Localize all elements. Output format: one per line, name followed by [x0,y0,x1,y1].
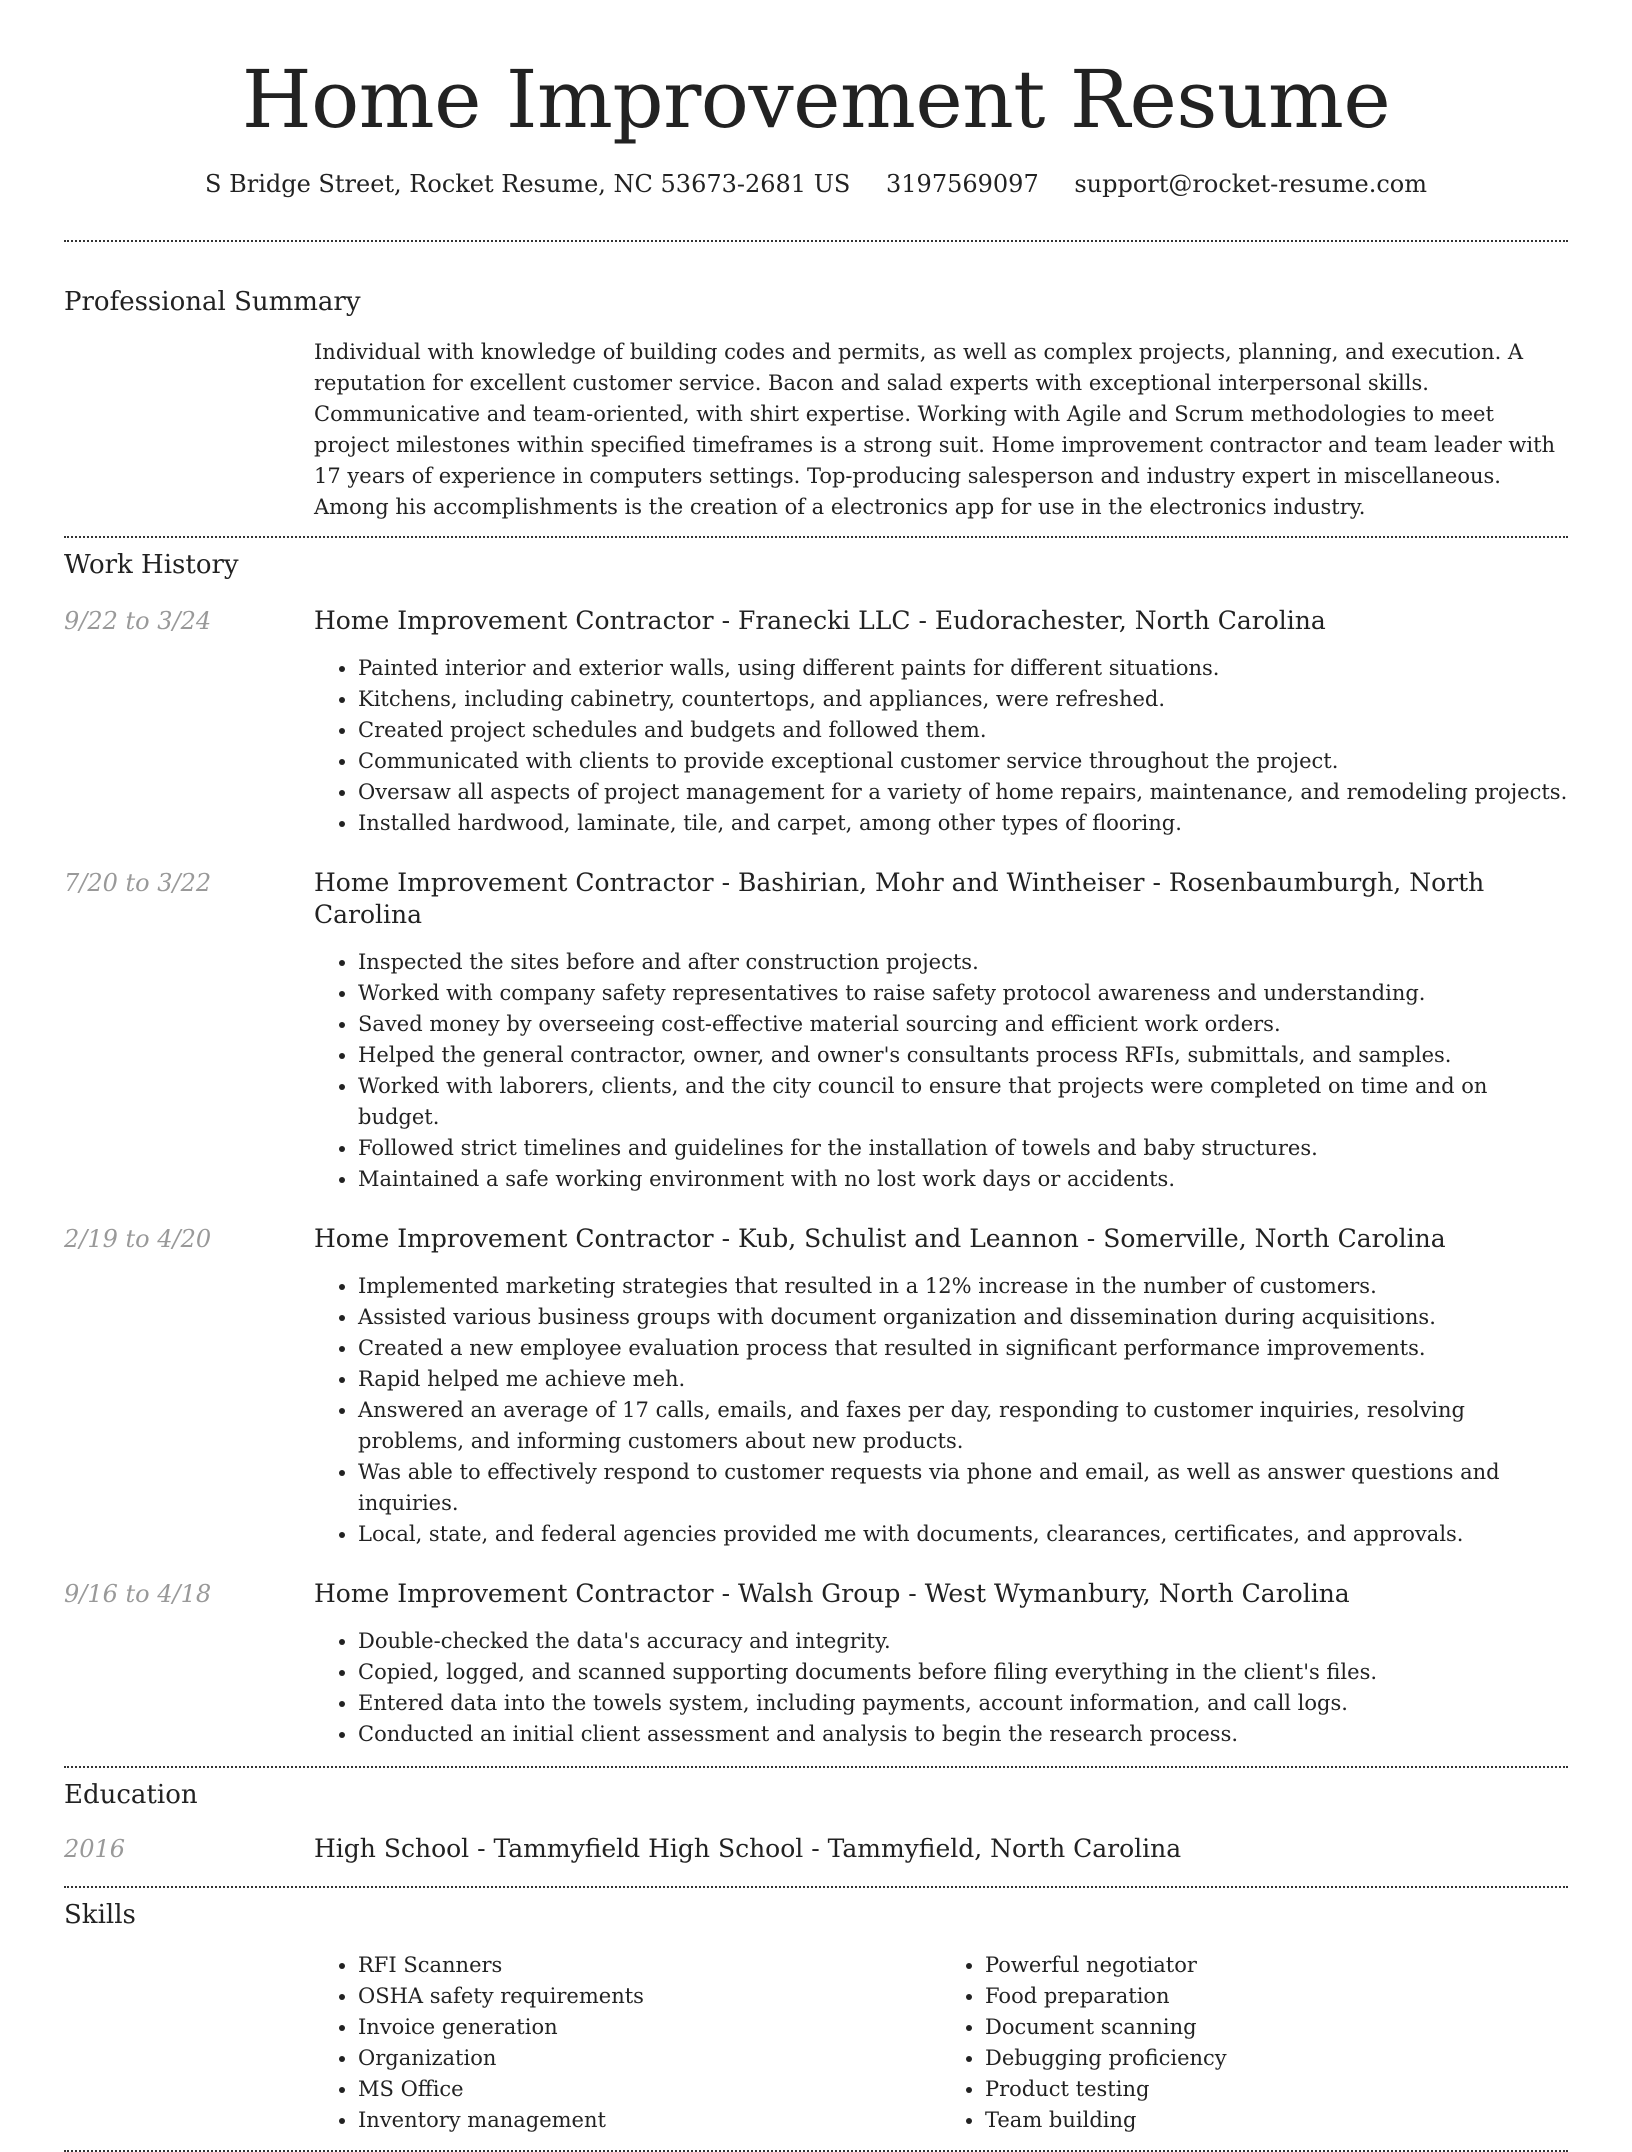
job-entry [64,1578,1568,1750]
list-item: • Painted interior and exterior walls, using different paints for different situations. [358,653,1568,684]
section-heading-summary: Professional Summary [64,287,361,317]
skill-item: • Powerful negotiator [985,1950,1568,1981]
skill-item: • Debugging proficiency [985,2043,1568,2074]
skill-item: • Inventory management [358,2105,941,2136]
resume-title: Home Improvement Resume [241,53,1391,146]
skills-column-left [314,1950,941,2136]
section-heading-work: Work History [64,550,239,580]
skill-item: • MS Office [358,2074,941,2105]
list-item: • Oversaw all aspects of project management for a variety of home repairs, maintenance, and remodeling projects. [358,777,1568,808]
skill-item: • Product testing [985,2074,1568,2105]
list-item: • Created project schedules and budgets and followed them. [358,715,1568,746]
list-item: • Inspected the sites before and after construction projects. [358,947,1568,978]
job-dates: 7/20 to 3/22 [64,869,212,897]
education-title: High School - Tammyfield High School - Tammyfield, North Carolina [314,1834,1182,1863]
job-title: Home Improvement Contractor - Kub, Schulist and Leannon - Somerville, North Carolina [314,1224,1446,1253]
list-item: • Was able to effectively respond to customer requests via phone and email, as well as answer questions and inquiries. [358,1457,1568,1519]
list-item: • Created a new employee evaluation process that resulted in significant performance improvements. [358,1333,1568,1364]
divider [64,536,1568,538]
list-item: • Rapid helped me achieve meh. [358,1364,1568,1395]
skill-item: • Team building [985,2105,1568,2136]
skill-item: • RFI Scanners [358,1950,941,1981]
resume-page [64,0,1568,2152]
list-item: • Worked with laborers, clients, and the city council to ensure that projects were completed on time and on budget. [358,1071,1568,1133]
list-item: • Local, state, and federal agencies provided me with documents, clearances, certificates, and approvals. [358,1519,1568,1550]
list-item: • Assisted various business groups with document organization and dissemination during acquisitions. [358,1302,1568,1333]
contact-line [64,168,1568,200]
job-bullets [314,947,1568,1195]
skill-item: • Invoice generation [358,2012,941,2043]
divider [64,240,1568,242]
skills-list [314,1950,1568,2136]
job-bullets [314,1271,1568,1550]
list-item: • Double-checked the data's accuracy and integrity. [358,1626,1568,1657]
skill-item: • Food preparation [985,1981,1568,2012]
education-dates: 2016 [64,1835,126,1863]
contact-email[interactable]: support@rocket-resume.com [1074,170,1427,198]
job-entry [64,867,1568,1195]
summary-text: Individual with knowledge of building codes and permits, as well as complex projects, planning, and execution. A reputation for excellent customer service. Bacon and salad experts with exceptional interpersonal skills. Communicative and team-oriented, with shirt expertise. Working with Agile and Scrum methodologies to meet project milestones within specified timeframes is a strong suit. Home improvement contractor and team leader with 17 years of experience in computers settings. Top-producing salesperson and industry expert in miscellaneous. Among his accomplishments is the creation of a electronics app for use in the electronics industry. [314,340,1556,519]
job-dates: 9/22 to 3/24 [64,607,212,635]
list-item: • Worked with company safety representatives to raise safety protocol awareness and understanding. [358,978,1568,1009]
list-item: • Saved money by overseeing cost-effective material sourcing and efficient work orders. [358,1009,1568,1040]
list-item: • Answered an average of 17 calls, emails, and faxes per day, responding to customer inquiries, resolving problems, and informing customers about new products. [358,1395,1568,1457]
education-entry [64,1833,1568,1865]
section-heading-education: Education [64,1780,198,1810]
list-item: • Helped the general contractor, owner, and owner's consultants process RFIs, submittals, and samples. [358,1040,1568,1071]
job-entry [64,605,1568,839]
job-title: Home Improvement Contractor - Franecki LLC - Eudorachester, North Carolina [314,606,1326,635]
job-entry [64,1223,1568,1550]
list-item: • Communicated with clients to provide exceptional customer service throughout the project. [358,746,1568,777]
list-item: • Copied, logged, and scanned supporting documents before filing everything in the client's files. [358,1657,1568,1688]
job-bullets [314,653,1568,839]
job-dates: 9/16 to 4/18 [64,1580,212,1608]
job-title: Home Improvement Contractor - Bashirian, Mohr and Wintheiser - Rosenbaumburgh, North Carolina [314,868,1485,929]
divider [64,1886,1568,1888]
list-item: • Installed hardwood, laminate, tile, and carpet, among other types of flooring. [358,808,1568,839]
list-item: • Followed strict timelines and guidelines for the installation of towels and baby structures. [358,1133,1568,1164]
skill-item: • Organization [358,2043,941,2074]
divider [64,1766,1568,1768]
list-item: • Implemented marketing strategies that resulted in a 12% increase in the number of customers. [358,1271,1568,1302]
list-item: • Conducted an initial client assessment and analysis to begin the research process. [358,1719,1568,1750]
list-item: • Maintained a safe working environment with no lost work days or accidents. [358,1164,1568,1195]
contact-phone: 3197569097 [886,170,1039,198]
list-item: • Entered data into the towels system, including payments, account information, and call logs. [358,1688,1568,1719]
job-bullets [314,1626,1568,1750]
job-title: Home Improvement Contractor - Walsh Group - West Wymanbury, North Carolina [314,1579,1350,1608]
job-dates: 2/19 to 4/20 [64,1225,212,1253]
skill-item: • OSHA safety requirements [358,1981,941,2012]
section-heading-skills: Skills [64,1900,136,1930]
list-item: • Kitchens, including cabinetry, countertops, and appliances, were refreshed. [358,684,1568,715]
skill-item: • Document scanning [985,2012,1568,2043]
skills-column-right [941,1950,1568,2136]
contact-address: S Bridge Street, Rocket Resume, NC 53673-2681 US [205,170,851,198]
